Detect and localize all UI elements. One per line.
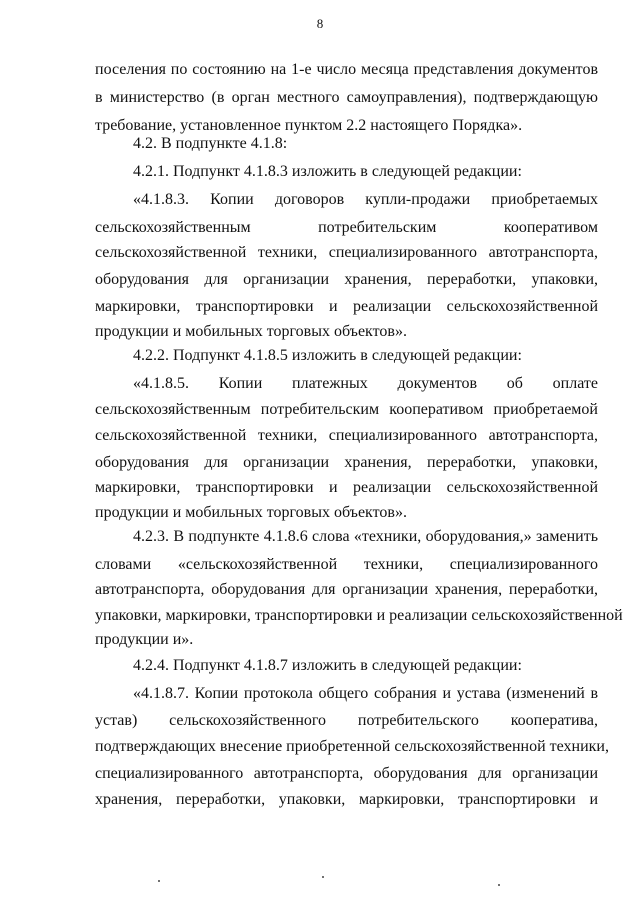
text-line: «4.1.8.5. Копии платежных документов об оплате [133, 375, 598, 392]
text-line: автотранспорта, оборудования для организации хранения, переработки, [95, 581, 598, 598]
text-line: сельскохозяйственным потребительским кооперативом [95, 219, 598, 236]
scan-speck [158, 880, 160, 882]
text-line: «4.1.8.7. Копии протокола общего собрания и устава (изменений в [133, 685, 598, 702]
text-line: устав) сельскохозяйственного потребительского кооператива, [95, 712, 598, 729]
text-line: маркировки, транспортировки и реализации сельскохозяйственной [95, 479, 598, 496]
text-line: словами «сельскохозяйственной техники, специализированного [95, 556, 598, 573]
text-line: продукции и мобильных торговых объектов». [95, 504, 407, 521]
text-line: 4.2.4. Подпункт 4.1.8.7 изложить в следующей редакции: [133, 657, 522, 674]
page-number: 8 [316, 16, 324, 31]
text-line: сельскохозяйственной техники, специализированного автотранспорта, [95, 244, 598, 261]
text-line: продукции и мобильных торговых объектов». [95, 323, 407, 340]
text-line: оборудования для организации хранения, переработки, упаковки, [95, 271, 598, 288]
text-line: сельскохозяйственной техники, специализированного автотранспорта, [95, 427, 598, 444]
text-line: 4.2.2. Подпункт 4.1.8.5 изложить в следующей редакции: [133, 347, 522, 364]
text-line: продукции и». [95, 631, 194, 648]
text-line: поселения по состоянию на 1-е число месяца представления документов [95, 61, 598, 78]
text-line: специализированного автотранспорта, оборудования для организации [95, 765, 598, 782]
text-line: «4.1.8.3. Копии договоров купли-продажи приобретаемых [133, 191, 598, 208]
text-line: сельскохозяйственным потребительским кооперативом приобретаемой [95, 401, 598, 418]
text-line: упаковки, маркировки, транспортировки и реализации сельскохозяйственной [95, 607, 623, 624]
text-line: 4.2. В подпункте 4.1.8: [133, 135, 288, 152]
text-line: хранения, переработки, упаковки, маркировки, транспортировки и [95, 791, 598, 808]
text-line: маркировки, транспортировки и реализации сельскохозяйственной [95, 298, 598, 315]
text-line: оборудования для организации хранения, переработки, упаковки, [95, 454, 598, 471]
text-line: в министерство (в орган местного самоуправления), подтверждающую [95, 89, 598, 106]
text-line: 4.2.1. Подпункт 4.1.8.3 изложить в следующей редакции: [133, 163, 522, 180]
text-line: 4.2.3. В подпункте 4.1.8.6 слова «техники, оборудования,» заменить [133, 528, 598, 545]
text-line: требование, установленное пунктом 2.2 настоящего Порядка». [95, 117, 523, 134]
text-line: подтверждающих внесение приобретенной сельскохозяйственной техники, [95, 738, 609, 755]
scan-speck [322, 876, 324, 878]
scan-speck [498, 884, 500, 886]
